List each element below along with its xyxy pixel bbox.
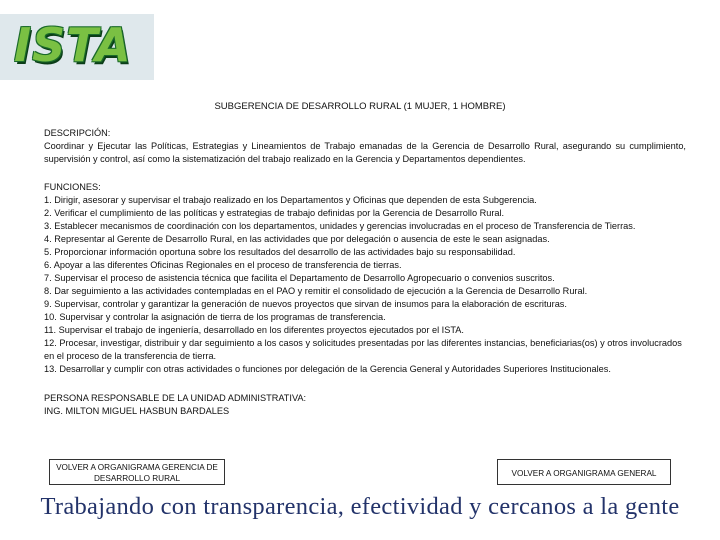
functions-heading: FUNCIONES: <box>44 182 101 192</box>
function-item: 5. Proporcionar información oportuna sobre los resultados del desarrollo de las actividades bajo su responsabilidad. <box>44 247 516 257</box>
function-item: 6. Apoyar a las diferentes Oficinas Regionales en el proceso de transferencia de tierras. <box>44 260 402 270</box>
function-item: 1. Dirigir, asesorar y supervisar el trabajo realizado en los Departamentos y Oficinas que dependen de esta Subgerencia. <box>44 195 537 205</box>
footer-slogan: Trabajando con transparencia, efectividad y cercanos a la gente <box>40 493 680 520</box>
responsible-heading: PERSONA RESPONSABLE DE LA UNIDAD ADMINISTRATIVA: <box>44 393 307 403</box>
logo-text: ISTA <box>14 18 132 72</box>
functions-section <box>44 181 686 376</box>
function-item: 11. Supervisar el trabajo de ingeniería, desarrollado en los diferentes proyectos ejecutados por el ISTA. <box>44 325 464 335</box>
function-item: 4. Representar al Gerente de Desarrollo Rural, en las actividades que por delegación o ausencia de este le sean asignadas. <box>44 234 550 244</box>
description-text: Coordinar y Ejecutar las Políticas, Estrategias y Lineamientos de Trabajo emanadas de la Gerencia de Desarrollo Rural, asegurando su cumplimiento, supervisión y control, así como la sistematización del trabajo realizado en la Gerencia y Departamentos dependientes. <box>44 141 686 164</box>
function-item: 8. Dar seguimiento a las actividades contempladas en el PAO y remitir el consolidado de ejecución a la Gerencia de Desarrollo Rural. <box>44 286 588 296</box>
responsible-name: ING. MILTON MIGUEL HASBUN BARDALES <box>44 406 230 416</box>
description-section <box>44 127 686 166</box>
function-item: 7. Supervisar el proceso de asistencia técnica que facilita el Departamento de Desarrollo Agropecuario o convenios suscritos. <box>44 273 555 283</box>
ista-logo <box>0 14 154 80</box>
function-item: 3. Establecer mecanismos de coordinación con los departamentos, unidades y gerencias involucradas en el proceso de Transferencia de Tierras. <box>44 221 636 231</box>
function-item: 10. Supervisar y controlar la asignación de tierra de los programas de transferencia. <box>44 312 386 322</box>
description-heading: DESCRIPCIÓN: <box>44 128 111 138</box>
page-title: SUBGERENCIA DE DESARROLLO RURAL (1 MUJER, 1 HOMBRE) <box>214 101 506 112</box>
function-item: 12. Procesar, investigar, distribuir y dar seguimiento a los casos y solicitudes presentadas por las diferentes instancias, beneficiarias(os) y otros involucrados en el proceso de la transferencia de tierra. <box>44 338 682 361</box>
responsible-section <box>44 392 686 418</box>
back-to-general-org-chart-button[interactable]: VOLVER A ORGANIGRAMA GENERAL <box>497 459 671 485</box>
back-to-rural-org-chart-button[interactable]: VOLVER A ORGANIGRAMA GERENCIA DE DESARROLLO RURAL <box>49 459 225 485</box>
function-item: 13. Desarrollar y cumplir con otras actividades o funciones por delegación de la Gerencia General y Autoridades Superiores Institucionales. <box>44 364 611 374</box>
function-item: 2. Verificar el cumplimiento de las políticas y estrategias de trabajo definidas por la Gerencia de Desarrollo Rural. <box>44 208 505 218</box>
function-item: 9. Supervisar, controlar y garantizar la generación de nuevos proyectos que sirvan de insumos para la elaboración de escrituras. <box>44 299 567 309</box>
